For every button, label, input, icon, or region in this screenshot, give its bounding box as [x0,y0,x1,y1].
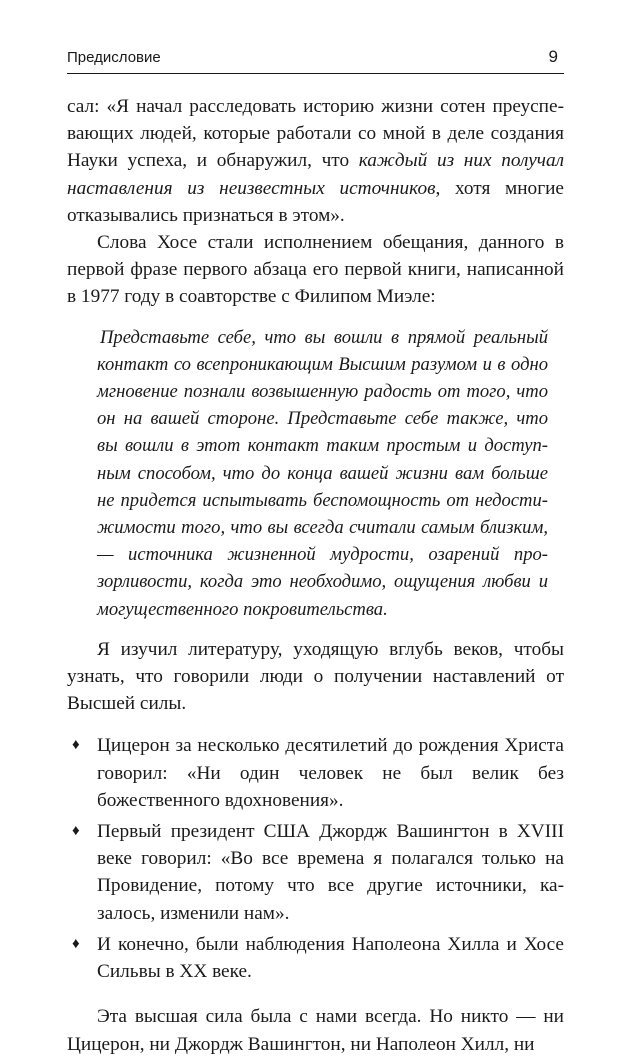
page-number: 9 [548,47,558,66]
paragraph: Слова Хосе стали исполнением обещания, данного в первой фразе первого абзаца его первой книги, написанной в 1977 году в соавторстве с Филипом Миэле: [67,232,564,308]
list-item [67,732,564,814]
diamond-bullet-icon: ♦ [72,935,80,952]
paragraph: Эта высшая сила была с нами всегда. Но никто — ни Цицерон, ни Джордж Вашингтон, ни Наполеон Хилл, ни [67,1006,564,1055]
list-item-text: И конечно, были наблюдения Наполеона Хилла и Хосе Сильвы в XX веке. [97,933,564,983]
paragraph: Я изучил литературу, уходящую вглубь веков, чтобы узнать, что говорили люди о получении наставлений от Высшей силы. [67,638,564,715]
block-quote: Представьте себе, что вы вошли в прямой реальный контакт со всепроникающим Высшим разумом и в одно мгновение познали возвышенную радость от того, что он на вашей стороне. Представьте себе также, что вы вошли в этот контакт таким простым и доступным способом, что до конца вашей жизни вам больше не придется испытывать беспомощность от недостижимости того, что вы всегда считали самым близким, — источника жизненной мудрости, озарений прозорливости, когда это необходимо, ощущения любви и могущественного покровительства. [97,326,548,620]
paragraph-text: сал: «Я начал расследовать историю жизни сотен преуспевающих людей, которые работали со мной в деле создания Науки успеха, и обнаружил, что [67,96,564,172]
list-item [67,931,564,985]
running-header-title: Предисловие [67,49,161,66]
list-item-text: Первый президент США Джордж Вашингтон в XVIII веке говорил: «Во все времена я полагался только на Провидение, потому что все другие источники, казалось, изменили нам». [97,821,564,924]
diamond-bullet-icon: ♦ [72,737,80,754]
header-rule [67,73,564,74]
emphasized-text: каждый из них получал наставления из неизвестных источников [67,150,564,199]
bullet-list [67,732,564,985]
diamond-bullet-icon: ♦ [72,823,80,840]
paragraph-text: , хотя многие отказывались признаться в этом». [67,177,564,226]
page-body [67,93,564,1058]
list-item [67,818,564,927]
paragraph-continuation [67,93,564,229]
list-item-text: Цицерон за несколько десятилетий до рождения Христа говорил: «Ни один человек не был велик без божественного вдохновения». [97,735,564,811]
running-header [67,45,564,75]
